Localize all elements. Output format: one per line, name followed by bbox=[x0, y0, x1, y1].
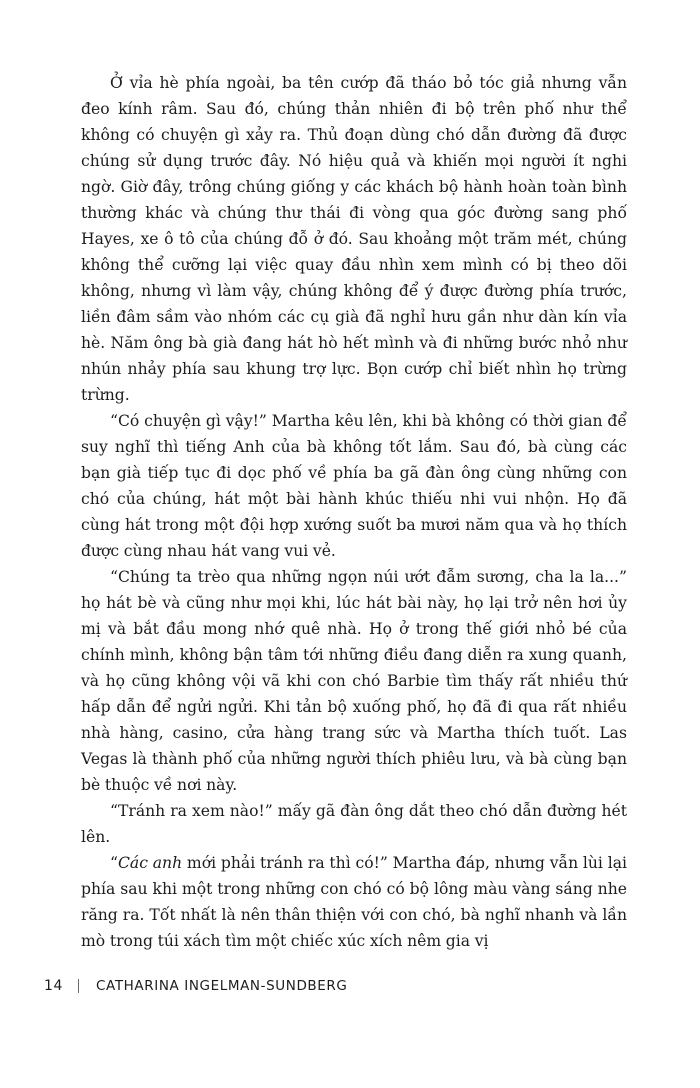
paragraph-4: “Tránh ra xem nào!” mấy gã đàn ông dắt theo chó dẫn đường hét lên. bbox=[81, 802, 627, 846]
paragraph-5-open-quote: “ bbox=[110, 854, 118, 872]
page-number: 14 bbox=[44, 978, 64, 994]
paragraph-3: “Chúng ta trèo qua những ngọn núi ướt đẫm sương, cha la la...” họ hát bè và cũng như mọi khi, lúc hát bài này, họ lại trở nên hơi ủy mị và bắt đầu mong nhớ quê nhà. Họ ở trong thế giới nhỏ bé của chính mình, không bận tâm tới những điều đang diễn ra xung quanh, và họ cũng không vội vã khi con chó Barbie tìm thấy rất nhiều thứ hấp dẫn để ngửi ngửi. Khi tản bộ xuống phố, họ đã đi qua rất nhiều nhà hàng, casino, cửa hàng trang sức và Martha thích tuốt. Las Vegas là thành phố của những người thích phiêu lưu, và bà cùng bạn bè thuộc về nơi này. bbox=[81, 568, 627, 794]
footer-separator bbox=[78, 979, 79, 993]
paragraph-1: Ở vỉa hè phía ngoài, ba tên cướp đã tháo bỏ tóc giả nhưng vẫn đeo kính râm. Sau đó, chúng thản nhiên đi bộ trên phố như thể không có chuyện gì xảy ra. Thủ đoạn dùng chó dẫn đường đã được chúng sử dụng trước đây. Nó hiệu quả và khiến mọi người ít nghi ngờ. Giờ đây, trông chúng giống y các khách bộ hành hoàn toàn bình thường khác và chúng thư thái đi vòng qua góc đường sang phố Hayes, xe ô tô của chúng đỗ ở đó. Sau khoảng một trăm mét, chúng không thể cưỡng lại việc quay đầu nhìn xem mình có bị theo dõi không, nhưng vì làm vậy, chúng không để ý được đường phía trước, liền đâm sầm vào nhóm các cụ già đã nghỉ hưu gần như dàn kín vỉa hè. Năm ông bà già đang hát hò hết mình và đi những bước nhỏ như nhún nhảy phía sau khung trợ lực. Bọn cướp chỉ biết nhìn họ trừng trừng. bbox=[81, 74, 627, 404]
paragraph-5 bbox=[81, 850, 627, 954]
paragraph-2: “Có chuyện gì vậy!” Martha kêu lên, khi bà không có thời gian để suy nghĩ thì tiếng Anh của bà không tốt lắm. Sau đó, bà cùng các bạn già tiếp tục đi dọc phố về phía ba gã đàn ông cùng những con chó của chúng, hát một bài hành khúc thiếu nhi vui nhộn. Họ đã cùng hát trong một đội hợp xướng suốt ba mươi năm qua và họ thích được cùng nhau hát vang vui vẻ. bbox=[81, 412, 627, 560]
paragraph-5-rest: mới phải tránh ra thì có!” Martha đáp, nhưng vẫn lùi lại phía sau khi một trong những con chó có bộ lông màu vàng sáng nhe răng ra. Tốt nhất là nên thân thiện với con chó, bà nghĩ nhanh và lần mò trong túi xách tìm một chiếc xúc xích nêm gia vị bbox=[81, 854, 627, 950]
body-text bbox=[81, 70, 627, 954]
page-footer bbox=[44, 976, 347, 996]
paragraph-5-italic: Các anh bbox=[117, 854, 183, 872]
running-footer-author: CATHARINA INGELMAN-SUNDBERG bbox=[96, 978, 348, 994]
